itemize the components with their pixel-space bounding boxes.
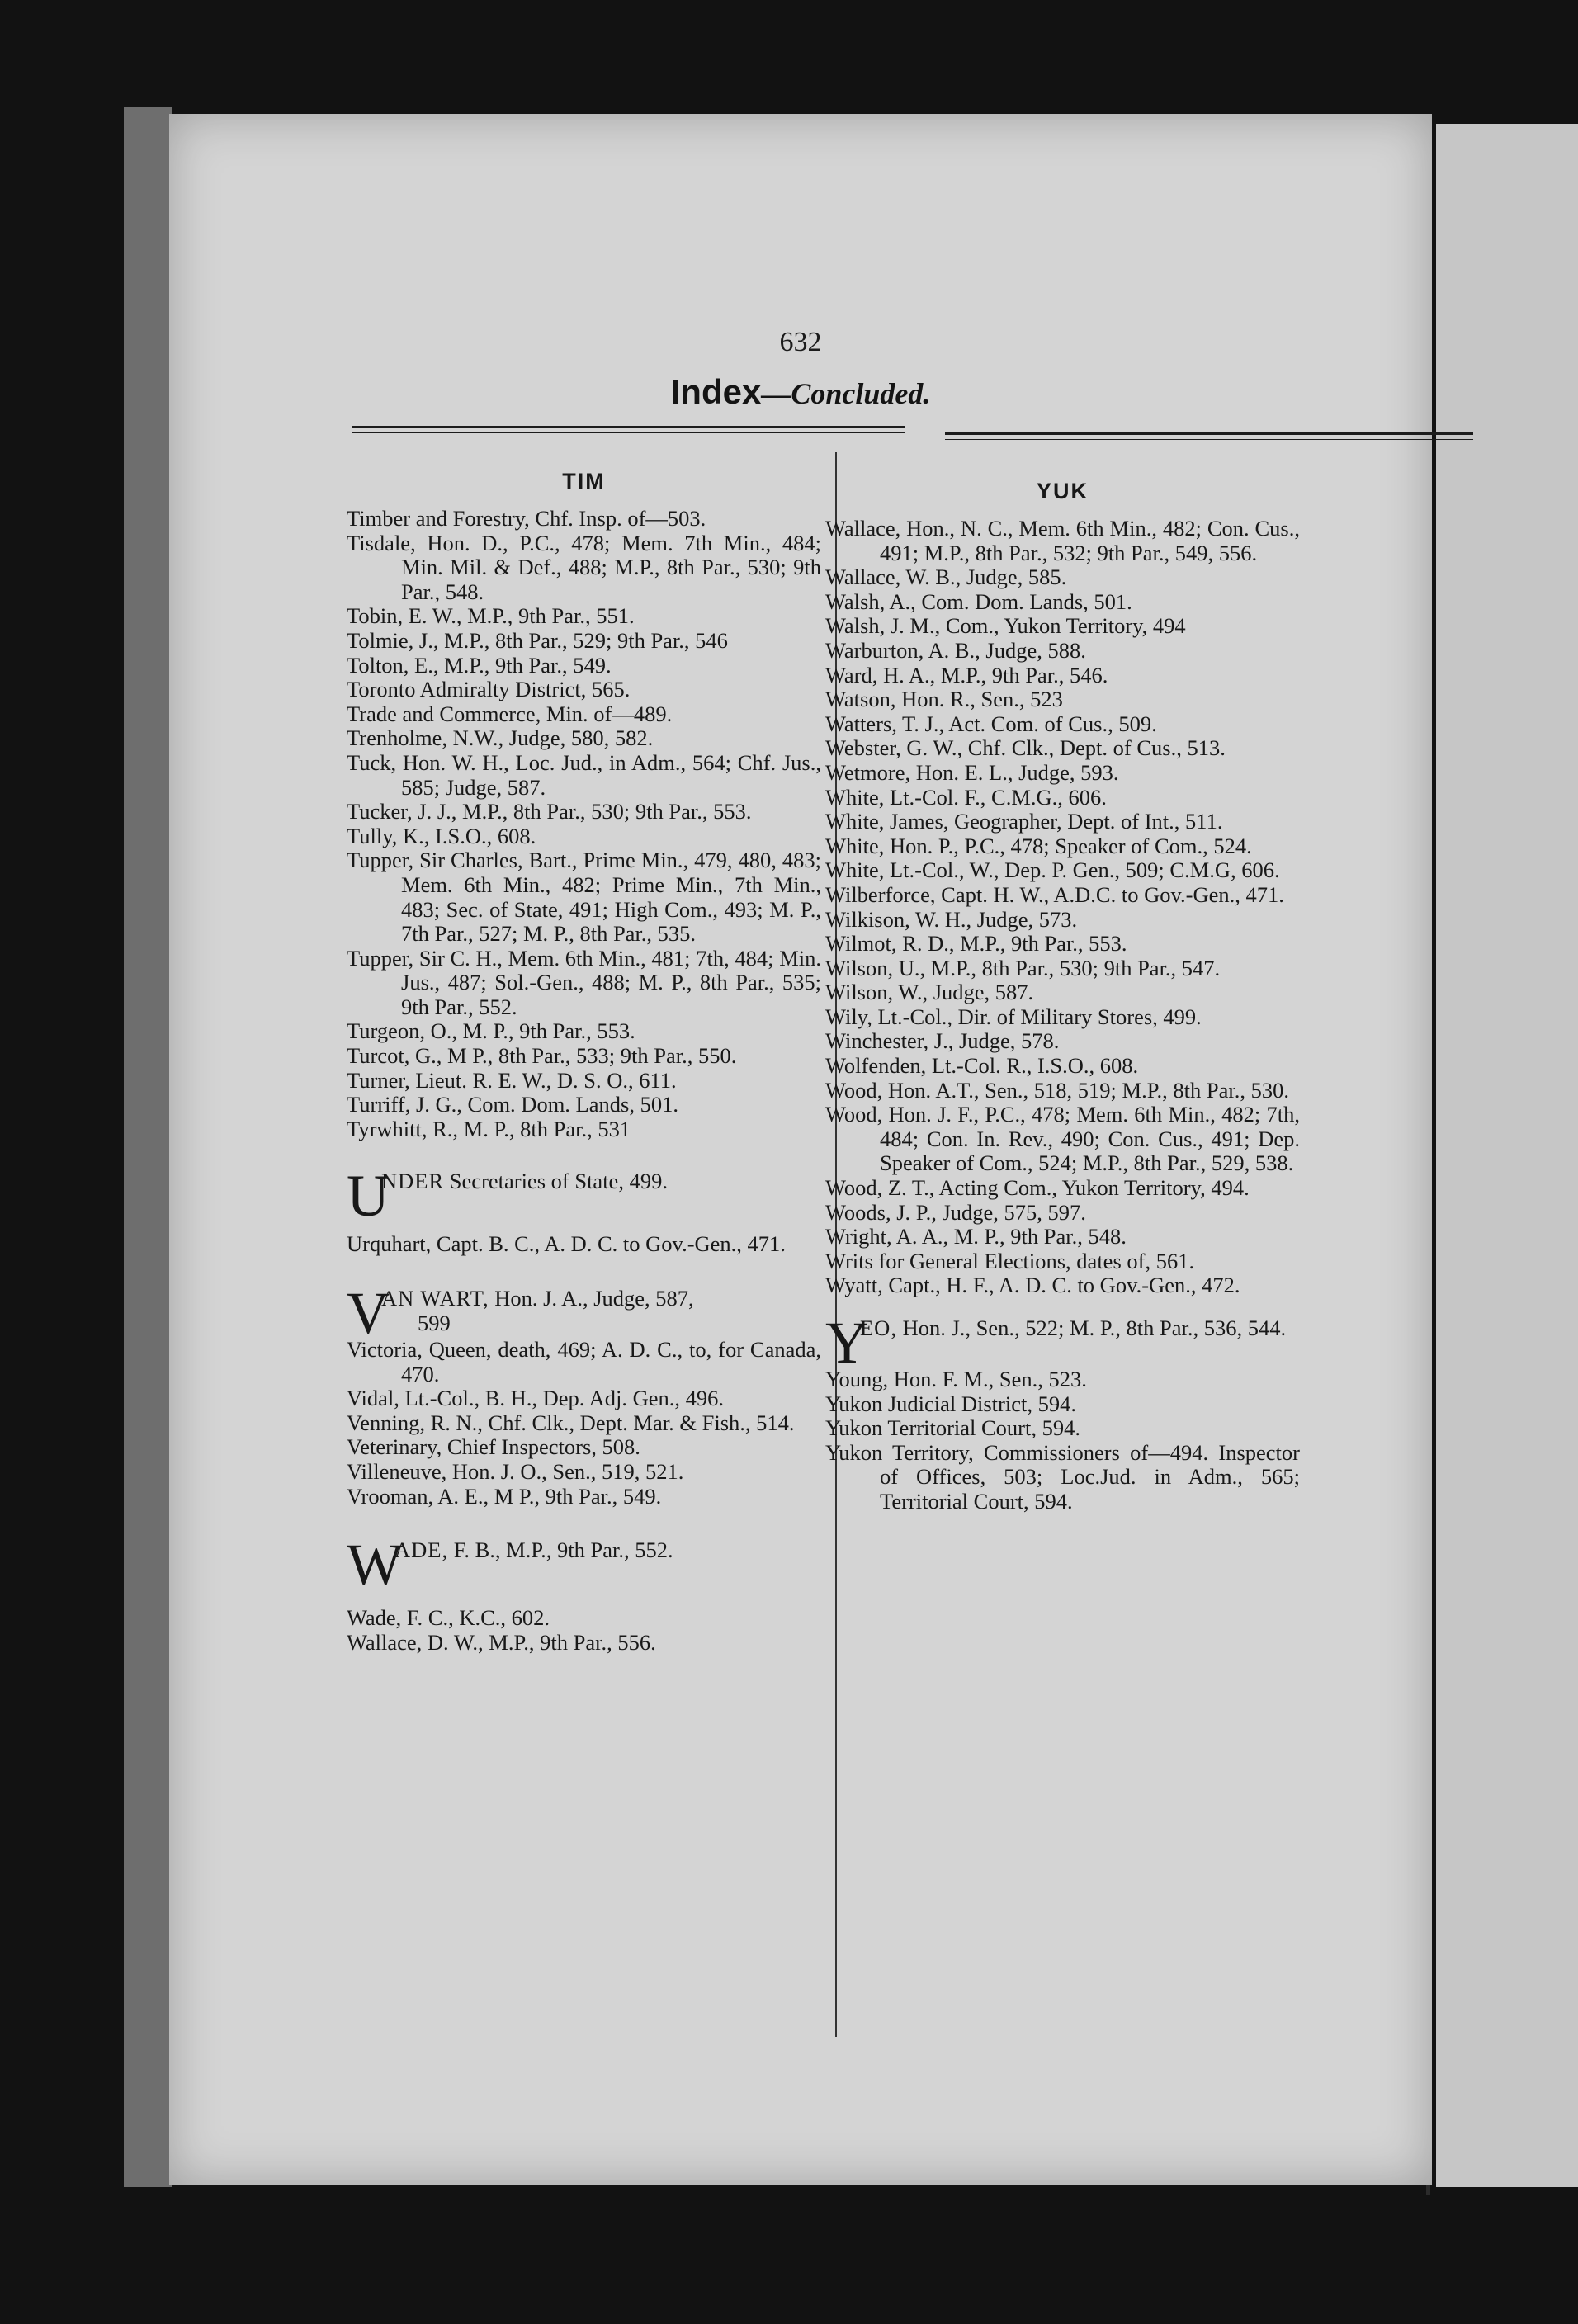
index-entry: Wallace, W. B., Judge, 585.	[825, 564, 1067, 590]
index-entry: Wright, A. A., M. P., 9th Par., 548.	[825, 1224, 1127, 1249]
index-entry: Turriff, J. G., Com. Dom. Lands, 501.	[347, 1092, 678, 1117]
index-page	[169, 114, 1432, 2185]
index-entry: Wetmore, Hon. E. L., Judge, 593.	[825, 759, 1119, 785]
index-entry: Turcot, G., M P., 8th Par., 533; 9th Par., 550.	[347, 1043, 737, 1069]
drop-cap-v: V	[347, 1280, 390, 1347]
index-entry: Turner, Lieut. R. E. W., D. S. O., 611.	[347, 1067, 677, 1093]
v-entries	[347, 1338, 821, 1509]
index-entry: ADE, F. B., M.P., 9th Par., 552.	[394, 1538, 673, 1563]
index-entry: Walsh, J. M., Com., Yukon Territory, 494	[825, 613, 1186, 639]
index-entry: Wyatt, Capt., H. F., A. D. C. to Gov.-Gen., 472.	[825, 1273, 1240, 1298]
right-column	[825, 461, 1300, 1514]
index-entry: Yukon Territorial Court, 594.	[825, 1415, 1080, 1441]
y-entries	[825, 1367, 1300, 1514]
drop-cap-y: Y	[825, 1310, 868, 1376]
index-entry: Venning, R. N., Chf. Clk., Dept. Mar. & Fish., 514.	[347, 1410, 795, 1435]
index-entry: White, Lt.-Col. F., C.M.G., 606.	[825, 784, 1107, 810]
index-entry: Tupper, Sir Charles, Bart., Prime Min., 479, 480, 483; Mem. 6th Min., 482; Prime Min., 7th Min., 483; Sec. of State, 491; High Com., 493; M. P., 7th Par., 527; M. P., 8th Par., 535.	[347, 848, 821, 947]
page-title-main: Index	[670, 372, 762, 411]
index-entry: NDER Secretaries of State, 499.	[381, 1169, 668, 1194]
left-column-heading: TIM	[562, 469, 606, 494]
index-entry: White, Hon. P., P.C., 478; Speaker of Com., 524.	[825, 833, 1252, 858]
index-entry: Walsh, A., Com. Dom. Lands, 501.	[825, 588, 1132, 614]
index-entry: Watson, Hon. R., Sen., 523	[825, 687, 1063, 712]
index-entry: Writs for General Elections, dates of, 561.	[825, 1248, 1195, 1273]
w-entries	[347, 1606, 821, 1655]
index-entry: Victoria, Queen, death, 469; A. D. C., to, for Canada, 470.	[347, 1337, 821, 1386]
index-entry: Tully, K., I.S.O., 608.	[347, 823, 536, 848]
index-entry: Wood, Hon. A.T., Sen., 518, 519; M.P., 8th Par., 530.	[825, 1077, 1289, 1103]
index-entry: Tolton, E., M.P., 9th Par., 549.	[347, 652, 612, 678]
scan-edge-left	[124, 107, 172, 2187]
index-entry: Wallace, D. W., M.P., 9th Par., 556.	[347, 1629, 656, 1655]
section-y	[825, 1310, 1300, 1376]
section-v	[347, 1280, 821, 1347]
index-entry: Wilkison, W. H., Judge, 573.	[825, 906, 1078, 932]
drop-cap-u: U	[347, 1163, 390, 1230]
header-rule-left	[352, 426, 905, 433]
index-entry: AN WART, Hon. J. A., Judge, 587, 599	[381, 1286, 694, 1335]
index-entry: Webster, G. W., Chf. Clk., Dept. of Cus., 513.	[825, 735, 1226, 761]
index-entry: Trade and Commerce, Min. of—489.	[347, 701, 673, 726]
index-entry: White, James, Geographer, Dept. of Int., 511.	[825, 809, 1223, 834]
index-entry: Wood, Hon. J. F., P.C., 478; Mem. 6th Min., 482; 7th, 484; Con. In. Rev., 490; Con. Cus., 491; Dep. Speaker of Com., 524; M.P., 8th Par., 529, 538.	[825, 1102, 1300, 1176]
index-entry: Veterinary, Chief Inspectors, 508.	[347, 1434, 640, 1460]
index-entry: Urquhart, Capt. B. C., A. D. C. to Gov.-Gen., 471.	[347, 1231, 786, 1257]
index-entry: Wade, F. C., K.C., 602.	[347, 1605, 550, 1631]
index-entry: Tobin, E. W., M.P., 9th Par., 551.	[347, 603, 635, 629]
index-entry: White, Lt.-Col., W., Dep. P. Gen., 509; C.M.G, 606.	[825, 857, 1280, 883]
index-entry: Tisdale, Hon. D., P.C., 478; Mem. 7th Min., 484; Min. Mil. & Def., 488; M.P., 8th Par., 530; 9th Par., 548.	[347, 530, 821, 604]
index-entry: Wilmot, R. D., M.P., 9th Par., 553.	[825, 931, 1127, 957]
index-entry: Vidal, Lt.-Col., B. H., Dep. Adj. Gen., 496.	[347, 1386, 724, 1411]
index-entry: Watters, T. J., Act. Com. of Cus., 509.	[825, 711, 1157, 736]
section-u	[347, 1163, 821, 1230]
index-entry: Warburton, A. B., Judge, 588.	[825, 637, 1086, 663]
index-entry: Wilberforce, Capt. H. W., A.D.C. to Gov.-Gen., 471.	[825, 881, 1284, 907]
index-entry: Villeneuve, Hon. J. O., Sen., 519, 521.	[347, 1459, 684, 1484]
page-title	[169, 372, 1432, 413]
index-entry: Wilson, U., M.P., 8th Par., 530; 9th Par., 547.	[825, 955, 1221, 980]
index-entry: Wily, Lt.-Col., Dir. of Military Stores, 499.	[825, 1004, 1202, 1029]
index-entry: Wolfenden, Lt.-Col. R., I.S.O., 608.	[825, 1053, 1139, 1079]
index-entry: Timber and Forestry, Chf. Insp. of—503.	[347, 506, 706, 531]
index-entry: Toronto Admiralty District, 565.	[347, 677, 631, 702]
index-entry: Woods, J. P., Judge, 575, 597.	[825, 1199, 1086, 1225]
index-entry: Vrooman, A. E., M P., 9th Par., 549.	[347, 1483, 662, 1509]
index-entry: Tolmie, J., M.P., 8th Par., 529; 9th Par., 546	[347, 627, 728, 653]
index-entry: Wallace, Hon., N. C., Mem. 6th Min., 482; Con. Cus., 491; M.P., 8th Par., 532; 9th Par., 549, 556.	[825, 516, 1300, 565]
header-rule-right	[945, 432, 1473, 440]
u-entries	[347, 1232, 821, 1257]
drop-cap-w: W	[347, 1532, 403, 1599]
index-entry: Young, Hon. F. M., Sen., 523.	[825, 1367, 1087, 1391]
index-entry: Yukon Judicial District, 594.	[825, 1391, 1076, 1416]
left-entries	[347, 507, 821, 1141]
index-entry: Turgeon, O., M. P., 9th Par., 553.	[347, 1018, 635, 1044]
index-entry: Ward, H. A., M.P., 9th Par., 546.	[825, 662, 1108, 687]
index-entry: Tupper, Sir C. H., Mem. 6th Min., 481; 7th, 484; Min. Jus., 487; Sol.-Gen., 488; M. P., 8th Par., 535; 9th Par., 552.	[347, 945, 821, 1019]
left-column	[347, 461, 821, 1655]
index-entry: Wood, Z. T., Acting Com., Yukon Territory, 494.	[825, 1175, 1250, 1201]
index-entry: Wilson, W., Judge, 587.	[825, 980, 1034, 1005]
page-title-sub: —Concluded.	[761, 377, 931, 410]
page-number: 632	[779, 327, 822, 357]
section-w	[347, 1532, 821, 1599]
index-entry: Winchester, J., Judge, 578.	[825, 1028, 1060, 1054]
index-entry: Tyrwhitt, R., M. P., 8th Par., 531	[347, 1116, 631, 1141]
right-entries	[825, 517, 1300, 1298]
index-entry: Tuck, Hon. W. H., Loc. Jud., in Adm., 564; Chf. Jus., 585; Judge, 587.	[347, 749, 821, 800]
index-entry: Tucker, J. J., M.P., 8th Par., 530; 9th Par., 553.	[347, 799, 752, 824]
index-entry: Yukon Territory, Commissioners of—494. Inspector of Offices, 503; Loc.Jud. in Adm., 565; Territorial Court, 594.	[825, 1439, 1300, 1514]
index-entry: Trenholme, N.W., Judge, 580, 582.	[347, 725, 654, 751]
index-entry: EO, Hon. J., Sen., 522; M. P., 8th Par., 536, 544.	[860, 1316, 1287, 1340]
right-column-heading: YUK	[1036, 479, 1089, 503]
